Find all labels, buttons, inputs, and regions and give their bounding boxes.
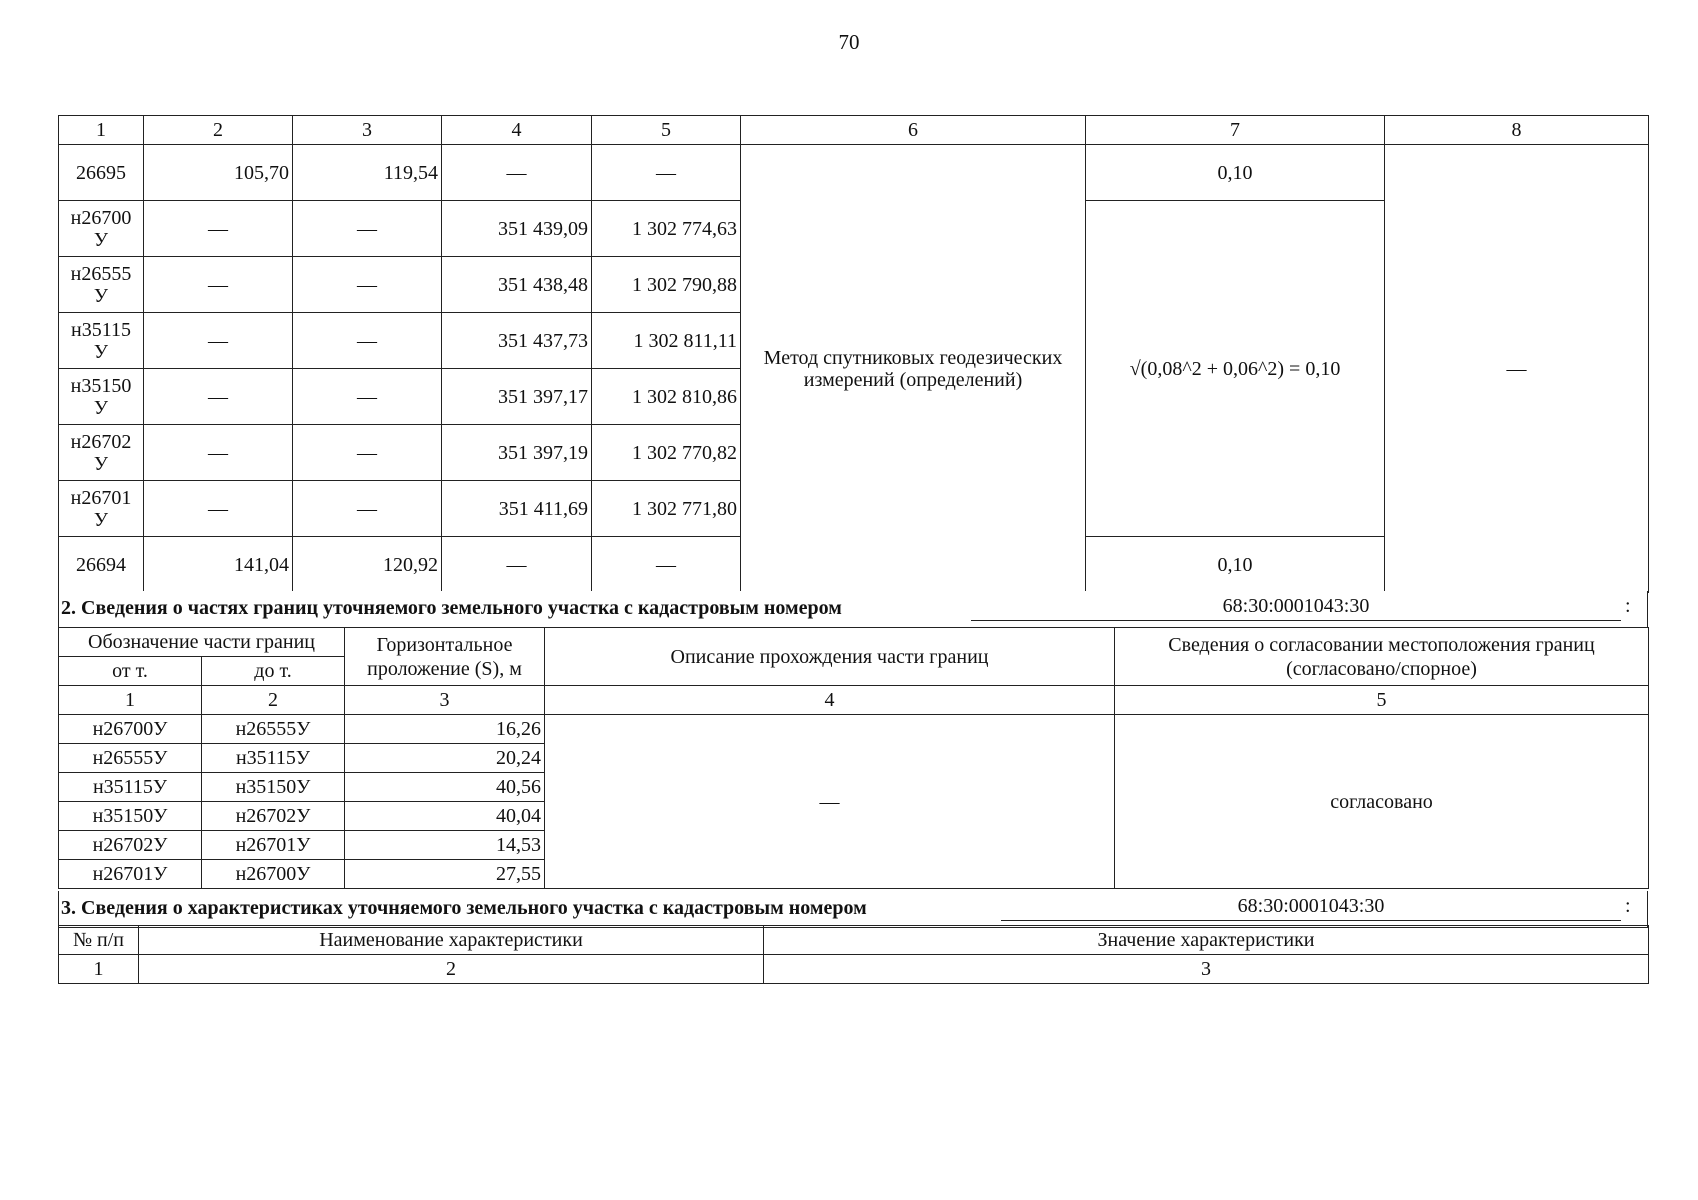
old-y-cell: 120,92 [293,537,442,593]
from-point: н35115У [59,773,202,802]
section3-title: 3. Сведения о характеристиках уточняемого земельного участка с кадастровым номером [61,897,867,919]
name-header: Наименование характеристики [139,926,764,955]
point-name: н26701 [70,486,132,509]
new-x-cell: 351 438,48 [442,257,592,313]
num-header: № п/п [59,926,139,955]
col-number: 4 [442,116,592,145]
description-value: — [545,715,1115,889]
section2-heading [58,591,1648,628]
point-name-cell [59,425,144,481]
agreement-value: согласовано [1115,715,1649,889]
page-number: 70 [838,30,860,54]
agreement-header: Сведения о согласовании местоположения границ (согласовано/спорное) [1115,628,1649,686]
to-point: н26702У [202,802,345,831]
point-name-cell [59,145,144,201]
cadastral-number: 68:30:0001043:30 [1001,895,1621,921]
point-name: 26694 [76,553,126,576]
point-name: н26702 [70,430,132,453]
new-y-cell: 1 302 770,82 [592,425,741,481]
col8-cell: — [1385,145,1649,593]
new-x-cell: 351 437,73 [442,313,592,369]
col-number: 1 [59,116,144,145]
length-value: 20,24 [345,744,545,773]
new-y-cell: — [592,145,741,201]
to-header: до т. [202,657,345,686]
column-number-row [59,955,1649,984]
new-y-cell: 1 302 771,80 [592,481,741,537]
cadastral-number: 68:30:0001043:30 [971,595,1621,621]
old-y-cell: — [293,313,442,369]
new-x-cell: 351 397,17 [442,369,592,425]
point-name: н35150 [70,374,132,397]
old-x-cell: — [144,425,293,481]
description-header: Описание прохождения части границ [545,628,1115,686]
designation-header: Обозначение части границ [59,628,345,657]
old-x-cell: 105,70 [144,145,293,201]
boundary-parts-table [58,627,1649,889]
length-value: 16,26 [345,715,545,744]
new-y-cell: 1 302 811,11 [592,313,741,369]
col-number: 7 [1086,116,1385,145]
col-number: 1 [59,955,139,984]
new-x-cell: 351 439,09 [442,201,592,257]
col-number: 3 [293,116,442,145]
from-point: н26702У [59,831,202,860]
point-name: 26695 [76,161,126,184]
value-header: Значение характеристики [764,926,1649,955]
point-name: н26555 [70,262,132,285]
col-number: 3 [764,955,1649,984]
colon: : [1625,895,1631,917]
point-name-cell [59,313,144,369]
old-y-cell: — [293,201,442,257]
length-header: Горизонтальное проложение (S), м [345,628,545,686]
old-x-cell: — [144,369,293,425]
old-y-cell: — [293,481,442,537]
from-point: н26701У [59,860,202,889]
header-row [59,926,1649,955]
col-number: 5 [592,116,741,145]
old-x-cell: — [144,257,293,313]
new-y-cell: 1 302 774,63 [592,201,741,257]
from-point: н26555У [59,744,202,773]
point-suffix: У [93,284,109,307]
length-value: 40,56 [345,773,545,802]
point-name-cell [59,481,144,537]
colon: : [1625,595,1631,617]
table-row [59,145,1649,201]
point-name: н26700 [70,206,132,229]
point-suffix: У [93,452,109,475]
to-point: н26701У [202,831,345,860]
point-name: н35115 [71,318,131,341]
point-suffix: У [93,396,109,419]
point-suffix: У [93,228,109,251]
col-number: 8 [1385,116,1649,145]
header-row [59,628,1649,657]
from-point: н26700У [59,715,202,744]
col-number: 2 [139,955,764,984]
col-number: 3 [345,686,545,715]
point-name-cell [59,537,144,593]
old-x-cell: 141,04 [144,537,293,593]
table-row [59,715,1649,744]
point-name-cell [59,257,144,313]
new-y-cell: 1 302 790,88 [592,257,741,313]
old-y-cell: 119,54 [293,145,442,201]
column-number-row [59,116,1649,145]
point-suffix: У [93,340,109,363]
to-point: н35115У [202,744,345,773]
point-suffix: У [93,508,109,531]
col-number: 1 [59,686,202,715]
accuracy-cell: 0,10 [1086,145,1385,201]
col-number: 6 [741,116,1086,145]
old-y-cell: — [293,369,442,425]
new-x-cell: 351 397,19 [442,425,592,481]
old-x-cell: — [144,313,293,369]
section2-title: 2. Сведения о частях границ уточняемого земельного участка с кадастровым номером [61,597,842,619]
new-x-cell: — [442,537,592,593]
to-point: н26555У [202,715,345,744]
new-y-cell: 1 302 810,86 [592,369,741,425]
new-y-cell: — [592,537,741,593]
from-header: от т. [59,657,202,686]
old-x-cell: — [144,481,293,537]
old-x-cell: — [144,201,293,257]
length-value: 40,04 [345,802,545,831]
accuracy-formula-cell: √(0,08^2 + 0,06^2) = 0,10 [1086,201,1385,537]
point-name-cell [59,369,144,425]
length-value: 14,53 [345,831,545,860]
to-point: н35150У [202,773,345,802]
new-x-cell: 351 411,69 [442,481,592,537]
col-number: 2 [144,116,293,145]
column-number-row [59,686,1649,715]
from-point: н35150У [59,802,202,831]
length-value: 27,55 [345,860,545,889]
method-cell: Метод спутниковых геодезических измерений (определений) [741,145,1086,593]
col-number: 2 [202,686,345,715]
col-number: 5 [1115,686,1649,715]
to-point: н26700У [202,860,345,889]
old-y-cell: — [293,257,442,313]
col-number: 4 [545,686,1115,715]
new-x-cell: — [442,145,592,201]
old-y-cell: — [293,425,442,481]
boundary-points-table [58,115,1649,593]
point-name-cell [59,201,144,257]
section3-heading [58,891,1648,928]
characteristics-table [58,925,1649,984]
accuracy-cell: 0,10 [1086,537,1385,593]
